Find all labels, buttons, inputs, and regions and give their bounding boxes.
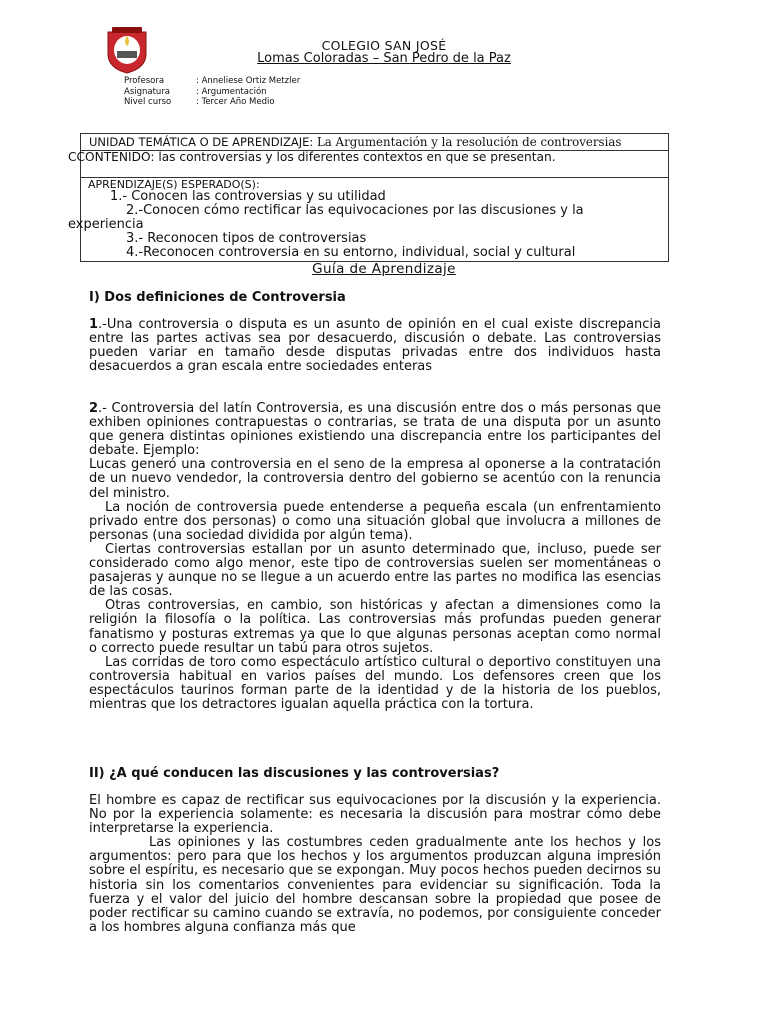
unit-label: UNIDAD TEMÁTICA O DE APRENDIZAJE: [89, 135, 314, 149]
aprendizaje-3: 3.- Reconocen tipos de controversias [126, 231, 367, 246]
definition-1-number: 1 [89, 317, 99, 332]
section-2-paragraph-2: Las opiniones y las costumbres ceden gradualmente ante los hechos y los argumentos: pero para que los hechos y los argumentos produzcan alguna impresión sobre el espíritu, es necesario que se expongan. Muy pocos hechos pueden decirnos su historia sin los comentarios convenientes para evidenciar su significación. Toda la fuerza y el valor del juicio del hombre descansan sobre la propiedad que posee de poder rectificar su camino cuando se extravía, no podemos, por consiguiente conceder a los hombres alguna confianza más que [89, 835, 661, 935]
definition-2-block [89, 402, 661, 712]
aprendizaje-2-cont: experiencia [68, 217, 144, 232]
meta-value-level: : Tercer Año Medio [196, 97, 275, 107]
paragraph-1: La noción de controversia puede entenderse a pequeña escala (un enfrentamiento privado entre dos personas) o como una situación global que involucra a millones de personas (una sociedad dividida por algún tema). [89, 499, 661, 543]
paragraph-2: Ciertas controversias estallan por un asunto determinado que, incluso, puede ser considerado como algo menor, este tipo de controversias suelen ser momentáneas o pasajeras y aunque no se llegue a un acuerdo entre las partes no modifica las esencias de las cosas. [89, 541, 661, 600]
school-location: Lomas Coloradas – San Pedro de la Paz [257, 51, 511, 66]
aprendizaje-4: 4.-Reconocen controversia en su entorno, individual, social y cultural [126, 245, 576, 260]
guide-title: Guía de Aprendizaje [312, 261, 456, 277]
definition-1-text: .-Una controversia o disputa es un asunto de opinión en el cual existe discrepancia entre las partes activas sea por desacuerdo, discusión o debate. Las controversias pueden variar en tamaño desde disputas privadas entre dos individuos hasta desacuerdos a gran escala entre sociedades enteras [89, 317, 661, 375]
meta-label-teacher: Profesora [124, 76, 165, 86]
definition-1 [89, 318, 661, 374]
aprendizajes-label: APRENDIZAJE(S) ESPERADO(S): [88, 178, 260, 191]
meta-label-level: Nivel curso [124, 97, 172, 107]
unit-value: La Argumentación y la resolución de controversias [316, 135, 622, 149]
unit-row [81, 134, 668, 151]
definition-2-text: .- Controversia del latín Controversia, es una discusión entre dos o más personas que exhiben opiniones contrapuestas o contrarias, se trata de una disputa por un asunto que genera distintas opiniones existiendo una discrepancia entre los participantes del debate. Ejemplo: [89, 401, 661, 459]
meta-value-teacher: : Anneliese Ortiz Metzler [196, 76, 301, 86]
meta-value-subject: : Argumentación [196, 87, 267, 97]
meta-label-subject: Asignatura [124, 87, 171, 97]
section-1-title: I) Dos definiciones de Controversia [89, 290, 346, 305]
section-2-body [89, 794, 661, 935]
school-name: COLEGIO SAN JOSÉ [321, 38, 447, 53]
paragraph-3: Otras controversias, en cambio, son históricas y afectan a dimensiones como la religión la filosofía o la política. Las controversias más profundas pueden generar fanatismo y posturas extremas ya que lo que algunas personas aceptan como normal o correcto puede resultar un tabú para otros sujetos. [89, 598, 661, 656]
section-2-paragraph-1: El hombre es capaz de rectificar sus equivocaciones por la discusión y la experiencia. No por la experiencia solamente: es necesaria la discusión para mostrar cómo debe interpretarse la experiencia. [89, 793, 661, 837]
contenido-text: CCONTENIDO: las controversias y los diferentes contextos en que se presentan. [68, 150, 556, 164]
aprendizaje-2: 2.-Conocen cómo rectificar las equivocaciones por las discusiones y la [126, 203, 584, 218]
paragraph-4: Las corridas de toro como espectáculo artístico cultural o deportivo constituyen una controversia habitual en varios países del mundo. Los defensores creen que los espectáculos taurinos forman parte de la identidad y de la historia de los pueblos, mientras que los detractores igualan aquella práctica con la tortura. [89, 654, 661, 712]
aprendizaje-1: 1.- Conocen las controversias y su utilidad [110, 189, 386, 204]
section-2-title: II) ¿A qué conducen las discusiones y las controversias? [89, 766, 500, 781]
definition-2-number: 2 [89, 401, 99, 416]
example-paragraph: Lucas generó una controversia en el seno de la empresa al oponerse a la contratación de un nuevo vendedor, la controversia dentro del gobierno se acentúo con la renuncia del ministro. [89, 457, 661, 501]
